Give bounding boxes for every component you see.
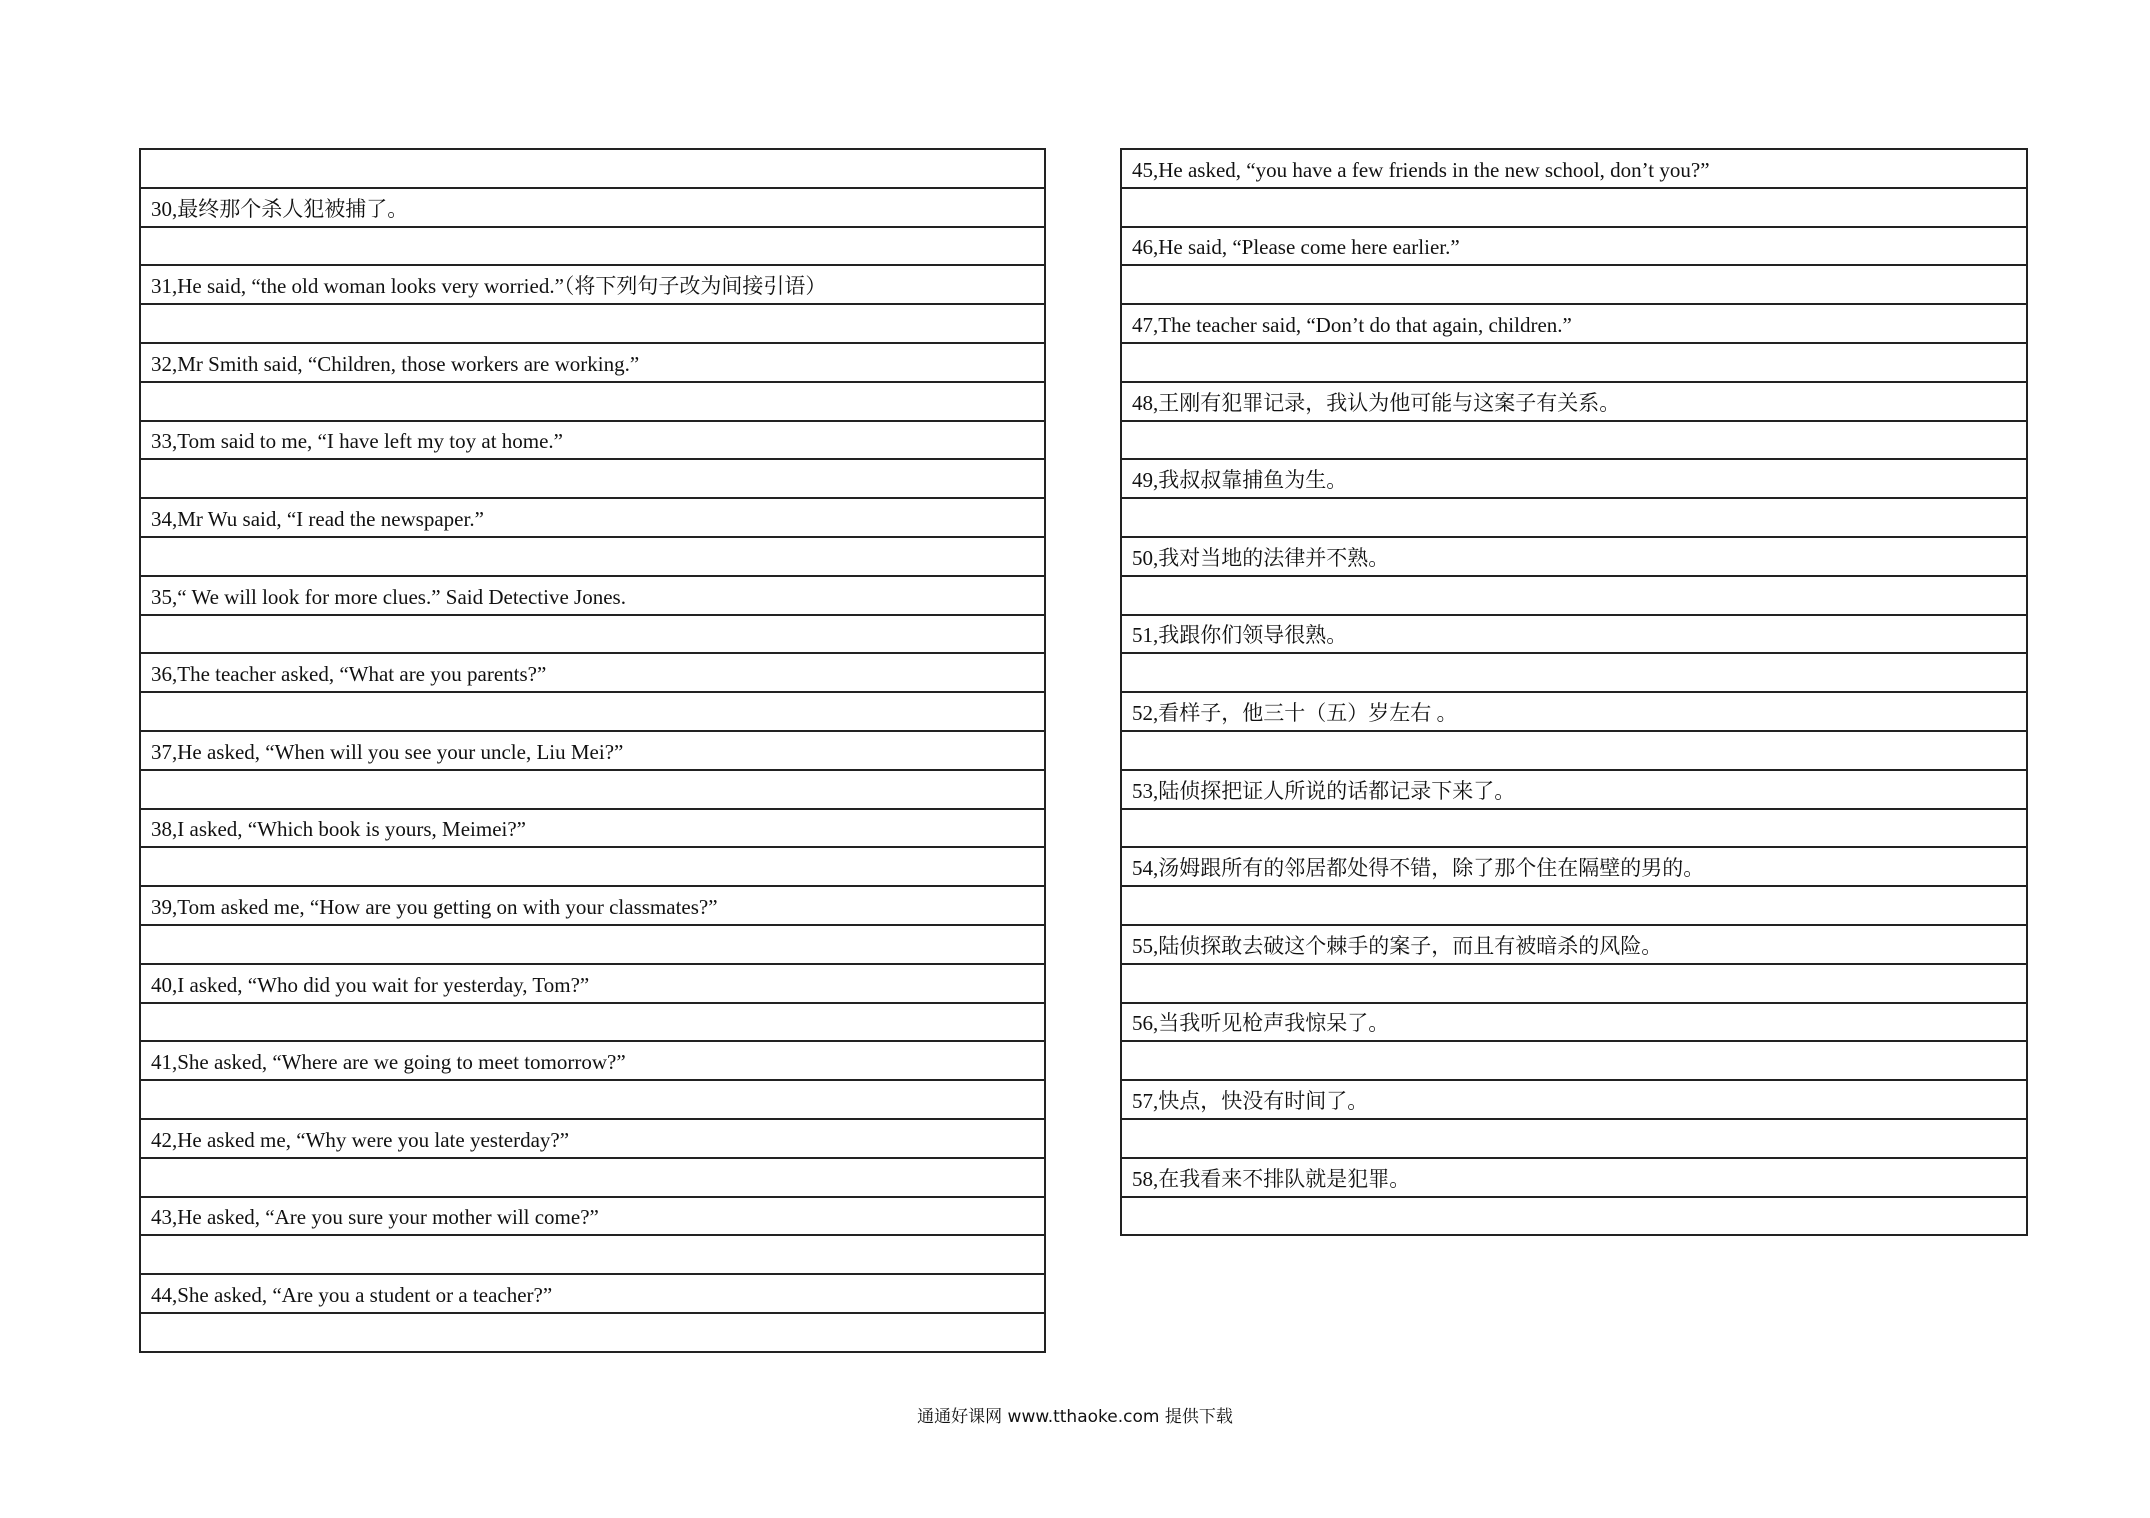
question-row-55: 55,陆侦探敢去破这个棘手的案子，而且有被暗杀的风险。 xyxy=(1122,926,2026,965)
question-row-30: 30,最终那个杀人犯被捕了。 xyxy=(141,189,1044,228)
question-row-40: 40,I asked, “Who did you wait for yesterday, Tom?” xyxy=(141,965,1044,1004)
answer-row xyxy=(141,150,1044,189)
answer-row xyxy=(141,305,1044,344)
question-row-57: 57,快点，快没有时间了。 xyxy=(1122,1081,2026,1120)
answer-row xyxy=(141,383,1044,422)
answer-row xyxy=(1122,965,2026,1004)
question-row-42: 42,He asked me, “Why were you late yesterday?” xyxy=(141,1120,1044,1159)
answer-row xyxy=(1122,1198,2026,1237)
question-row-52: 52,看样子，他三十（五）岁左右 。 xyxy=(1122,693,2026,732)
answer-row xyxy=(1122,732,2026,771)
question-row-53: 53,陆侦探把证人所说的话都记录下来了。 xyxy=(1122,771,2026,810)
question-row-49: 49,我叔叔靠捕鱼为生。 xyxy=(1122,460,2026,499)
exercise-table-left xyxy=(139,148,1046,1353)
question-row-41: 41,She asked, “Where are we going to meet tomorrow?” xyxy=(141,1042,1044,1081)
answer-row xyxy=(1122,1042,2026,1081)
exercise-table-right xyxy=(1120,148,2028,1236)
answer-row xyxy=(141,228,1044,267)
answer-row xyxy=(1122,344,2026,383)
answer-row xyxy=(1122,499,2026,538)
question-row-43: 43,He asked, “Are you sure your mother will come?” xyxy=(141,1198,1044,1237)
answer-row xyxy=(1122,577,2026,616)
answer-row xyxy=(141,1314,1044,1353)
answer-row xyxy=(141,538,1044,577)
question-row-31: 31,He said, “the old woman looks very worried.”（将下列句子改为间接引语） xyxy=(141,266,1044,305)
answer-row xyxy=(1122,189,2026,228)
answer-row xyxy=(1122,810,2026,849)
answer-row xyxy=(1122,266,2026,305)
answer-row xyxy=(141,771,1044,810)
question-row-58: 58,在我看来不排队就是犯罪。 xyxy=(1122,1159,2026,1198)
question-row-33: 33,Tom said to me, “I have left my toy at home.” xyxy=(141,422,1044,461)
answer-row xyxy=(1122,1120,2026,1159)
question-row-56: 56,当我听见枪声我惊呆了。 xyxy=(1122,1004,2026,1043)
question-row-36: 36,The teacher asked, “What are you parents?” xyxy=(141,654,1044,693)
question-row-34: 34,Mr Wu said, “I read the newspaper.” xyxy=(141,499,1044,538)
answer-row xyxy=(141,1004,1044,1043)
answer-row xyxy=(1122,887,2026,926)
answer-row xyxy=(141,616,1044,655)
question-row-46: 46,He said, “Please come here earlier.” xyxy=(1122,228,2026,267)
question-row-45: 45,He asked, “you have a few friends in the new school, don’t you?” xyxy=(1122,150,2026,189)
footer-credit: 通通好课网 www.tthaoke.com 提供下载 xyxy=(917,1407,1233,1427)
question-row-54: 54,汤姆跟所有的邻居都处得不错，除了那个住在隔壁的男的。 xyxy=(1122,848,2026,887)
answer-row xyxy=(141,1081,1044,1120)
question-row-38: 38,I asked, “Which book is yours, Meimei?” xyxy=(141,810,1044,849)
question-row-32: 32,Mr Smith said, “Children, those workers are working.” xyxy=(141,344,1044,383)
question-row-37: 37,He asked, “When will you see your uncle, Liu Mei?” xyxy=(141,732,1044,771)
question-row-50: 50,我对当地的法律并不熟。 xyxy=(1122,538,2026,577)
answer-row xyxy=(141,926,1044,965)
answer-row xyxy=(141,848,1044,887)
question-row-35: 35,“ We will look for more clues.” Said Detective Jones. xyxy=(141,577,1044,616)
answer-row xyxy=(141,1159,1044,1198)
question-row-51: 51,我跟你们领导很熟。 xyxy=(1122,616,2026,655)
answer-row xyxy=(141,1236,1044,1275)
answer-row xyxy=(1122,654,2026,693)
answer-row xyxy=(1122,422,2026,461)
answer-row xyxy=(141,693,1044,732)
question-row-44: 44,She asked, “Are you a student or a teacher?” xyxy=(141,1275,1044,1314)
question-row-47: 47,The teacher said, “Don’t do that again, children.” xyxy=(1122,305,2026,344)
question-row-39: 39,Tom asked me, “How are you getting on with your classmates?” xyxy=(141,887,1044,926)
question-row-48: 48,王刚有犯罪记录，我认为他可能与这案子有关系。 xyxy=(1122,383,2026,422)
answer-row xyxy=(141,460,1044,499)
